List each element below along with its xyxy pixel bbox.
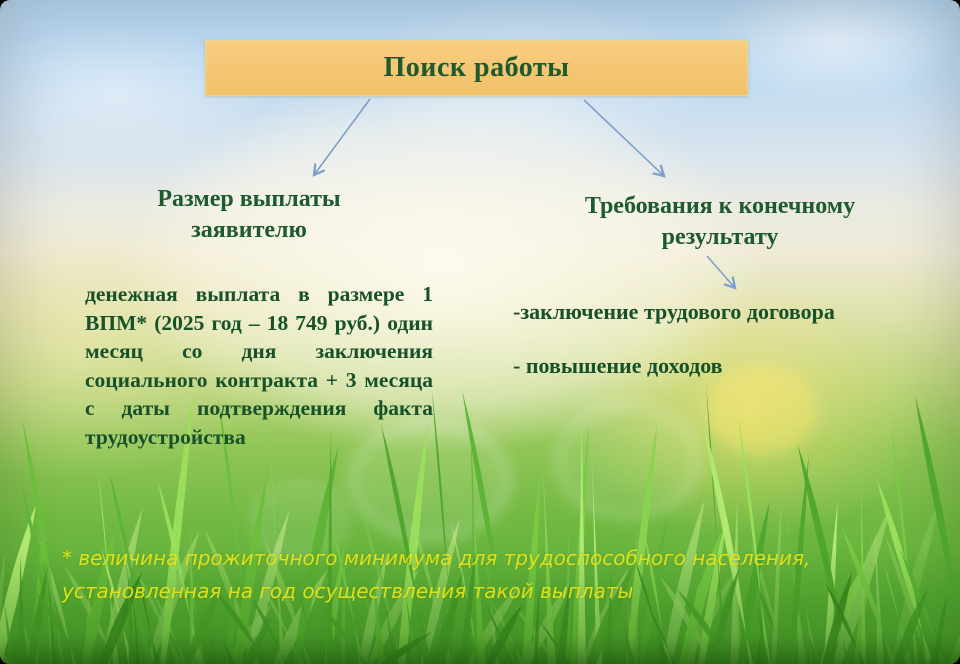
left-branch-body: денежная выплата в размере 1 ВПМ* (2025 год – 18 749 руб.) один месяц со дня заключения социального контракта + 3 месяца с даты подтверждения факта трудоустройства — [85, 282, 433, 449]
right-branch-heading: Требования к конечному результату — [584, 193, 856, 250]
footnote: * величина прожиточного минимума для трудоспособного населения, установленная на год осуществления такой выплаты — [62, 546, 811, 603]
right-branch-bullet: - повышение доходов — [513, 353, 723, 378]
right-branch-bullet: -заключение трудового договора — [513, 299, 835, 324]
branch-left-arrow-icon — [314, 99, 370, 175]
title-banner — [205, 40, 748, 96]
left-branch-heading: Размер выплаты заявителю — [157, 186, 341, 243]
slide-title: Поиск работы — [383, 52, 570, 83]
branch-right-arrow-icon — [584, 100, 664, 176]
result-arrow-icon — [707, 256, 735, 288]
